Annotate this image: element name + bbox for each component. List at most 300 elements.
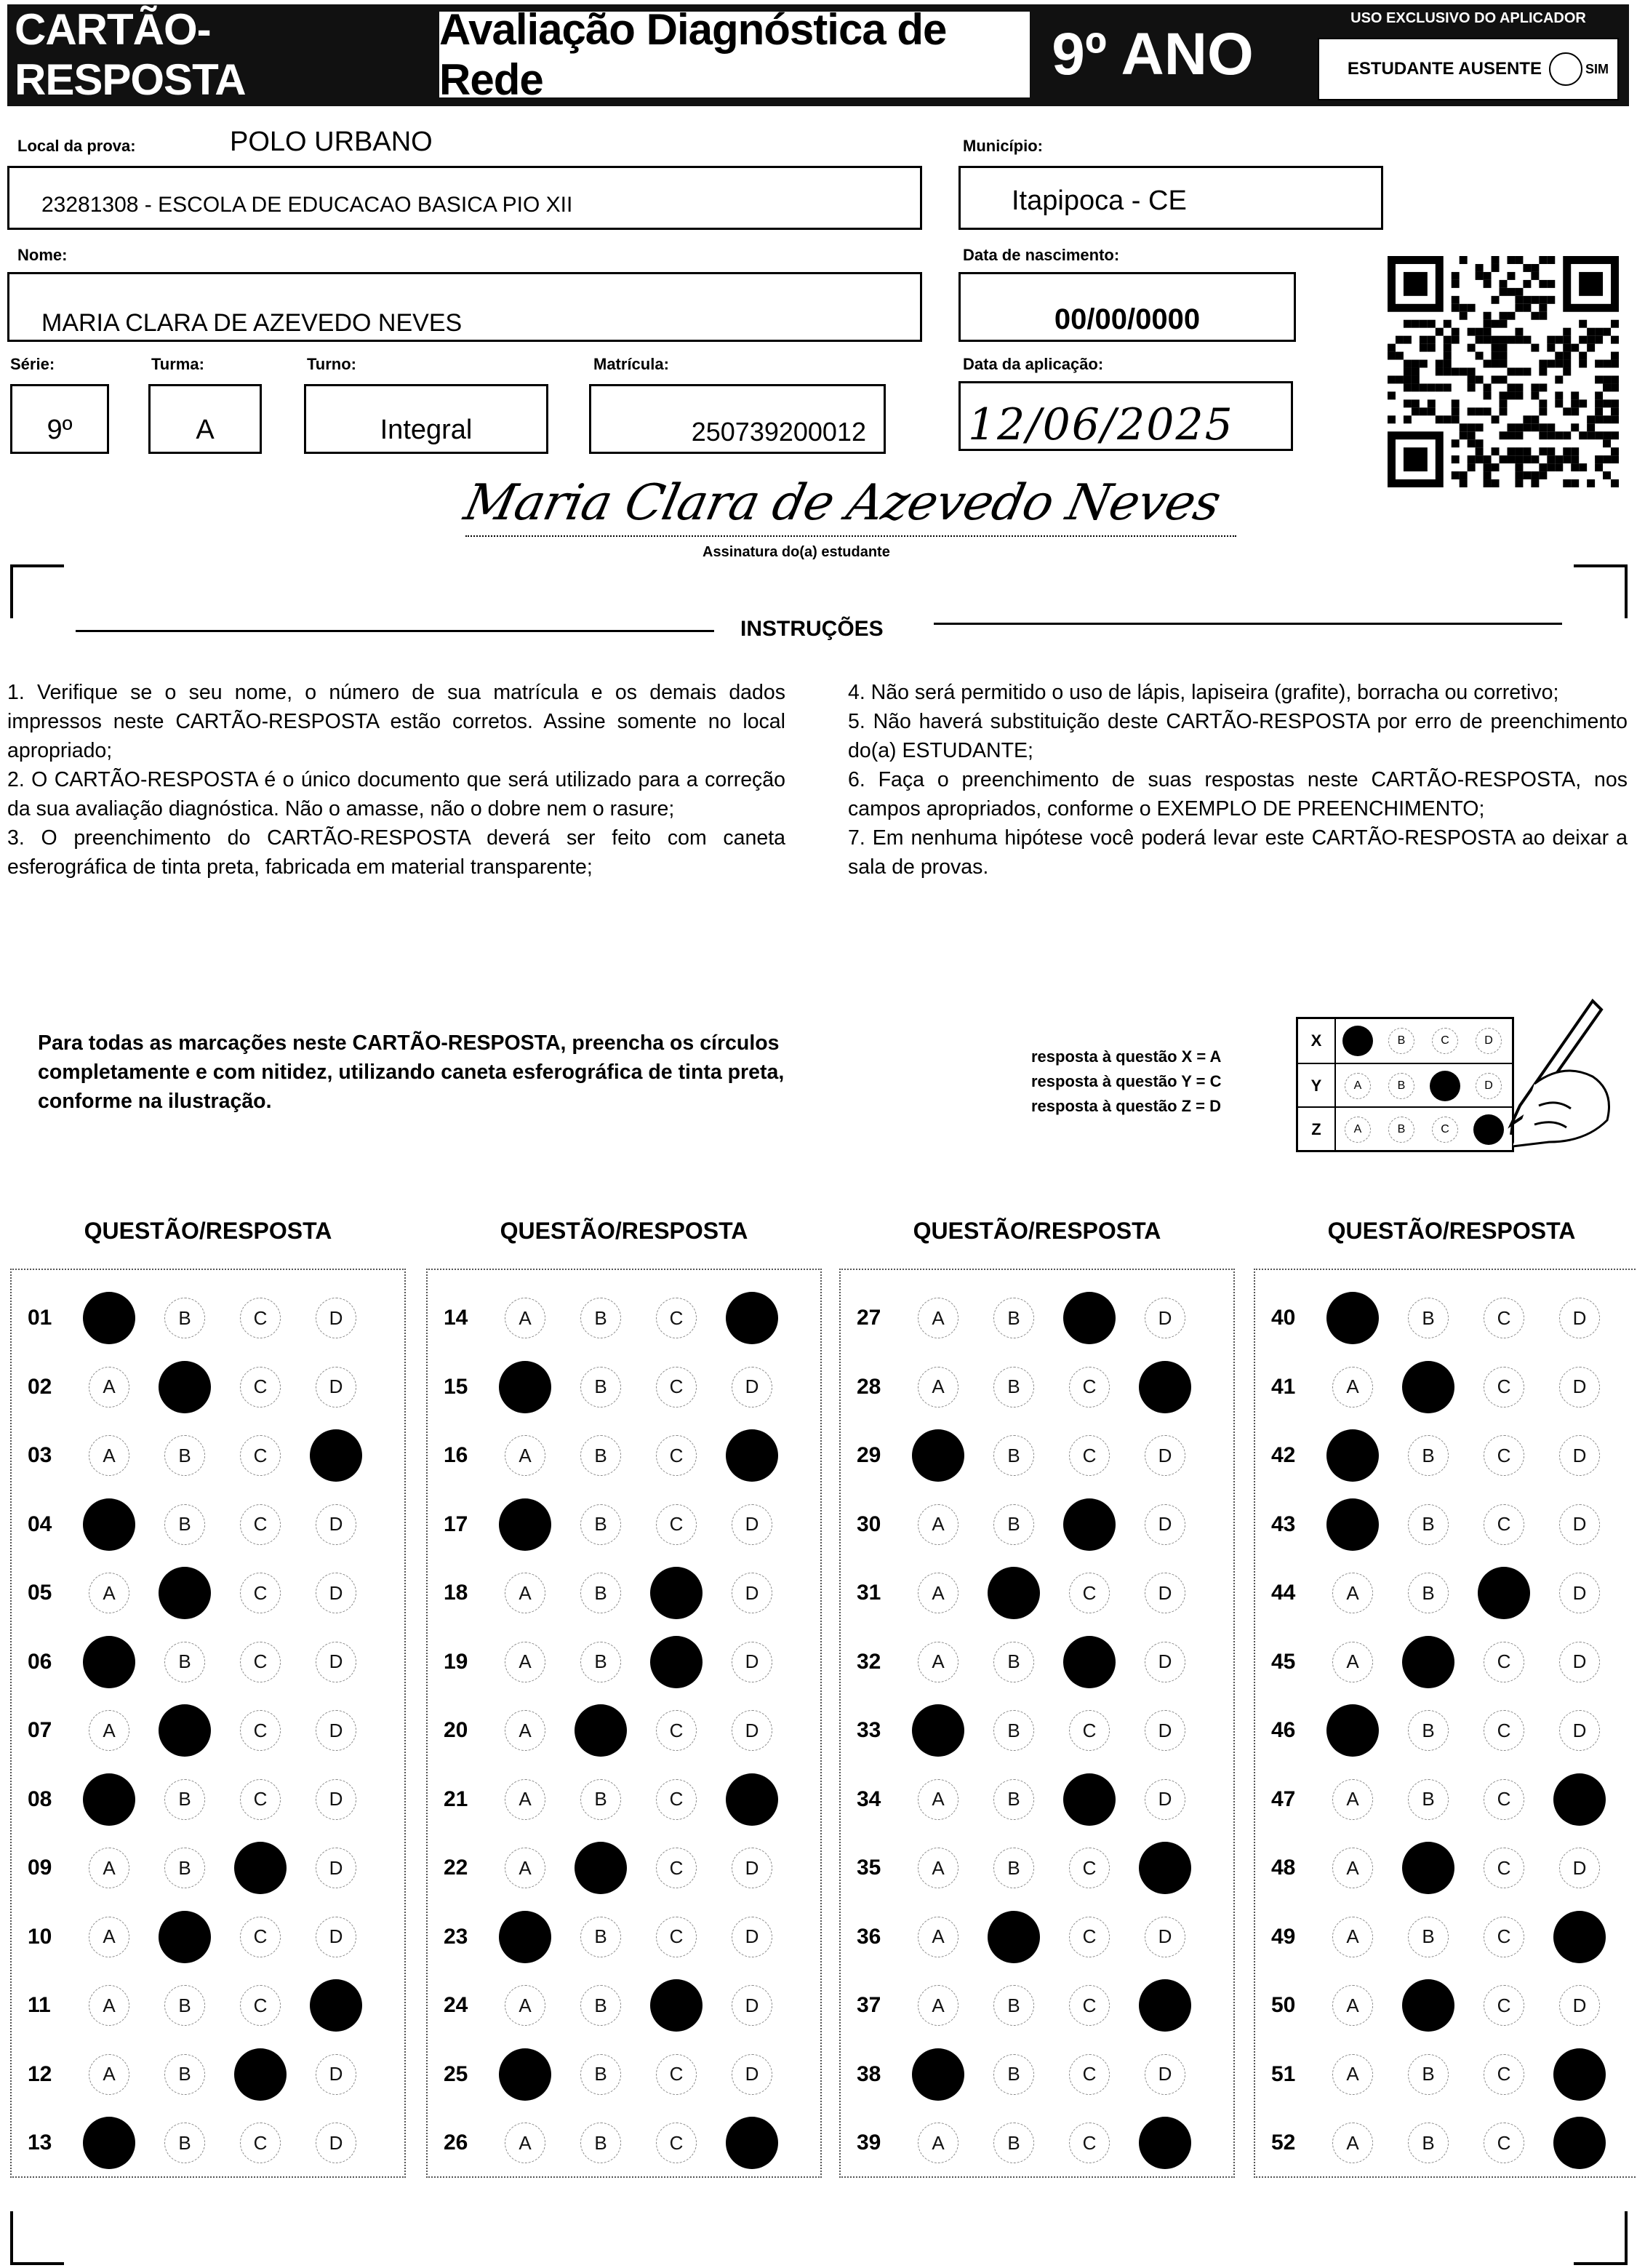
answer-bubble-d[interactable]: D (1559, 1573, 1600, 1613)
serie-label: Série: (10, 355, 55, 373)
answer-bubble-c[interactable]: C (656, 1367, 697, 1407)
answer-row (857, 2117, 1203, 2169)
answer-bubble-a[interactable]: A (89, 1848, 129, 1888)
answer-bubble-c-filled[interactable] (1063, 1498, 1116, 1551)
answer-bubble-d[interactable]: D (1559, 1642, 1600, 1682)
answer-bubble-c[interactable]: C (1484, 1642, 1524, 1682)
nome-field (7, 272, 922, 342)
answer-bubble-a[interactable]: A (918, 1779, 958, 1820)
answer-bubble-d[interactable]: D (732, 1985, 772, 2026)
answer-bubble-a[interactable]: A (89, 2054, 129, 2095)
answer-bubble-a[interactable]: A (1332, 1573, 1373, 1613)
answer-bubble-c-filled[interactable] (1063, 1773, 1116, 1826)
answer-bubble-c-filled[interactable] (650, 1636, 703, 1688)
answer-bubble-c[interactable]: C (1484, 1504, 1524, 1545)
answer-bubble-d[interactable]: D (1145, 1504, 1185, 1545)
answer-bubble-c-filled[interactable] (1063, 1292, 1116, 1344)
answer-bubble-c[interactable]: C (240, 1642, 281, 1682)
answer-row (857, 1842, 1203, 1894)
answer-row (857, 1704, 1203, 1757)
answer-bubble-a-filled[interactable] (912, 1704, 964, 1757)
answer-bubble-c[interactable]: C (656, 1504, 697, 1545)
answer-bubble-a[interactable]: A (505, 1573, 545, 1613)
municipio-label: Município: (963, 137, 1043, 155)
answer-bubble-a[interactable]: A (918, 1367, 958, 1407)
signature: Maria Clara de Azevedo Neves (459, 474, 1225, 532)
answer-row (1271, 1911, 1617, 1963)
answer-bubble-a[interactable]: A (89, 1367, 129, 1407)
answer-bubble-c[interactable]: C (656, 1298, 697, 1338)
answer-bubble-b-filled[interactable] (159, 1911, 211, 1963)
answer-row (1271, 1773, 1617, 1826)
answer-bubble-a[interactable]: A (918, 1504, 958, 1545)
answer-bubble-d[interactable]: D (316, 1573, 356, 1613)
answer-bubble-d[interactable]: D (1145, 2054, 1185, 2095)
answer-bubble-b[interactable]: B (580, 2123, 621, 2163)
answer-bubble-c[interactable]: C (1069, 1710, 1110, 1751)
answer-bubble-b[interactable]: B (580, 1642, 621, 1682)
answer-bubble-c[interactable]: C (240, 1985, 281, 2026)
answer-bubble-b[interactable]: B (1408, 1779, 1449, 1820)
answer-row (28, 1361, 374, 1413)
answer-row (28, 1567, 374, 1619)
answer-bubble-a[interactable]: A (1332, 1779, 1373, 1820)
question-number: 13 (28, 2131, 52, 2155)
nascimento-label: Data de nascimento: (963, 246, 1120, 264)
answer-bubble-c[interactable]: C (240, 1917, 281, 1957)
answer-bubble-b[interactable]: B (993, 1298, 1034, 1338)
answer-bubble-c[interactable]: C (240, 1710, 281, 1751)
answer-bubble-d[interactable]: D (732, 1917, 772, 1957)
answer-bubble-c[interactable]: C (1069, 1367, 1110, 1407)
answer-bubble-a[interactable]: A (918, 1298, 958, 1338)
answer-bubble-a-filled[interactable] (83, 2117, 135, 2169)
answer-bubble-c[interactable]: C (240, 1779, 281, 1820)
question-number: 20 (444, 1718, 468, 1742)
absent-checkbox[interactable] (1549, 52, 1582, 86)
question-number: 33 (857, 1718, 881, 1742)
question-number: 04 (28, 1512, 52, 1536)
answer-bubble-a[interactable]: A (918, 1642, 958, 1682)
answer-row (28, 1429, 374, 1482)
answer-bubble-c[interactable]: C (1484, 1435, 1524, 1476)
answer-bubble-d[interactable]: D (1145, 1779, 1185, 1820)
turno-value: Integral (304, 384, 548, 454)
answer-bubble-b[interactable]: B (1408, 2123, 1449, 2163)
answer-bubble-d-filled[interactable] (1139, 1842, 1191, 1894)
answer-bubble-b-filled[interactable] (159, 1704, 211, 1757)
question-number: 29 (857, 1443, 881, 1467)
instruction-6: 6. Faça o preenchimento de suas respostas neste CARTÃO-RESPOSTA, nos campos apropriados, conforme o EXEMPLO DE PREENCHIMENTO; (848, 768, 1628, 820)
answer-bubble-b-filled[interactable] (575, 1842, 627, 1894)
answer-bubble-b[interactable]: B (1408, 1435, 1449, 1476)
question-number: 35 (857, 1856, 881, 1880)
answer-bubble-a[interactable]: A (1332, 1642, 1373, 1682)
answer-row (444, 1636, 790, 1688)
answer-bubble-c[interactable]: C (1069, 1573, 1110, 1613)
answer-bubble-d-filled[interactable] (1553, 1773, 1606, 1826)
answer-bubble-c[interactable]: C (656, 1779, 697, 1820)
answer-bubble-c[interactable]: C (1484, 1848, 1524, 1888)
answer-row (1271, 2117, 1617, 2169)
municipio-field (958, 166, 1383, 230)
answer-bubble-a[interactable]: A (505, 1779, 545, 1820)
answer-bubble-b[interactable]: B (993, 1710, 1034, 1751)
answer-bubble-a-filled[interactable] (912, 2048, 964, 2101)
answer-bubble-a[interactable]: A (505, 1710, 545, 1751)
answer-bubble-d[interactable]: D (1559, 1367, 1600, 1407)
answer-bubble-b[interactable]: B (580, 1573, 621, 1613)
answer-bubble-c[interactable]: C (1484, 1779, 1524, 1820)
answer-bubble-d-filled[interactable] (726, 2117, 778, 2169)
answer-bubble-d[interactable]: D (316, 1779, 356, 1820)
answer-bubble-d[interactable]: D (316, 1710, 356, 1751)
answer-bubble-a-filled[interactable] (499, 1361, 551, 1413)
answer-row (1271, 1361, 1617, 1413)
answer-column-header: QUESTÃO/RESPOSTA (500, 1218, 748, 1244)
absent-label: ESTUDANTE AUSENTE (1347, 59, 1542, 79)
answer-bubble-b-filled[interactable] (159, 1567, 211, 1619)
answer-bubble-d[interactable]: D (316, 1367, 356, 1407)
answer-bubble-d[interactable]: D (1145, 1710, 1185, 1751)
answer-bubble-b-filled[interactable] (1402, 1361, 1454, 1413)
answer-bubble-c[interactable]: C (1484, 2123, 1524, 2163)
answer-row (444, 1704, 790, 1757)
answer-bubble-d[interactable]: D (732, 1504, 772, 1545)
answer-bubble-b-filled[interactable] (159, 1361, 211, 1413)
answer-bubble-b[interactable]: B (164, 1504, 205, 1545)
answer-bubble-b[interactable]: B (993, 1848, 1034, 1888)
answer-bubble-b[interactable]: B (1408, 1298, 1449, 1338)
answer-bubble-a-filled[interactable] (912, 1429, 964, 1482)
answer-bubble-c[interactable]: C (1069, 1435, 1110, 1476)
answer-column-header: QUESTÃO/RESPOSTA (1327, 1218, 1576, 1244)
answer-bubble-b[interactable]: B (580, 1779, 621, 1820)
answer-bubble-c[interactable]: C (1484, 2054, 1524, 2095)
question-number: 32 (857, 1649, 881, 1674)
answer-bubble-c[interactable]: C (1484, 1298, 1524, 1338)
answer-bubble-b[interactable]: B (164, 1779, 205, 1820)
answer-bubble-a[interactable]: A (918, 1848, 958, 1888)
answer-bubble-d-filled[interactable] (726, 1429, 778, 1482)
question-number: 39 (857, 2131, 881, 2155)
answer-row (28, 1704, 374, 1757)
answer-row (444, 1361, 790, 1413)
turma-value: A (148, 384, 262, 454)
answer-bubble-b-filled[interactable] (1402, 1842, 1454, 1894)
answer-bubble-b-filled[interactable] (988, 1567, 1040, 1619)
answer-bubble-b-filled[interactable] (1402, 1636, 1454, 1688)
answer-bubble-b[interactable]: B (164, 1848, 205, 1888)
answer-bubble-b[interactable]: B (164, 1642, 205, 1682)
answer-row (1271, 1292, 1617, 1344)
answer-bubble-d[interactable]: D (732, 2054, 772, 2095)
answer-bubble-d[interactable]: D (316, 1848, 356, 1888)
answer-bubble-d-filled[interactable] (310, 1979, 362, 2032)
matricula-label: Matrícula: (593, 355, 669, 373)
answer-bubble-b-filled[interactable] (1402, 1979, 1454, 2032)
answer-row (444, 2048, 790, 2101)
answer-bubble-b[interactable]: B (580, 1435, 621, 1476)
local-label: Local da prova: (17, 137, 136, 155)
answer-bubble-b[interactable]: B (1408, 1573, 1449, 1613)
answer-bubble-a[interactable]: A (1332, 1985, 1373, 2026)
question-number: 24 (444, 1993, 468, 2017)
answer-bubble-d[interactable]: D (316, 2054, 356, 2095)
answer-bubble-c[interactable]: C (240, 1573, 281, 1613)
answer-bubble-a-filled[interactable] (499, 1498, 551, 1551)
instruction-4: 4. Não será permitido o uso de lápis, lapiseira (grafite), borracha ou corretivo; (848, 681, 1559, 704)
answer-bubble-a[interactable]: A (1332, 2123, 1373, 2163)
answer-bubble-c[interactable]: C (656, 1917, 697, 1957)
answer-bubble-c[interactable]: C (240, 1298, 281, 1338)
answer-bubble-a[interactable]: A (505, 1435, 545, 1476)
answer-bubble-d[interactable]: D (1145, 1435, 1185, 1476)
answer-bubble-b[interactable]: B (993, 1367, 1034, 1407)
question-number: 52 (1271, 2131, 1296, 2155)
answer-bubble-d[interactable]: D (1559, 1504, 1600, 1545)
instruction-3: 3. O preenchimento do CARTÃO-RESPOSTA deverá ser feito com caneta esferográfica de tinta preta, fabricada em material transparente; (7, 826, 785, 879)
question-number: 10 (28, 1924, 52, 1949)
answer-bubble-a[interactable]: A (505, 1642, 545, 1682)
answer-bubble-d-filled[interactable] (1139, 1979, 1191, 2032)
answer-bubble-c[interactable]: C (1484, 1985, 1524, 2026)
question-number: 14 (444, 1306, 468, 1330)
answer-column-header: QUESTÃO/RESPOSTA (913, 1218, 1161, 1244)
answer-bubble-b[interactable]: B (164, 2123, 205, 2163)
answer-bubble-b[interactable]: B (580, 1985, 621, 2026)
answer-bubble-c[interactable]: C (1484, 1367, 1524, 1407)
question-number: 47 (1271, 1786, 1296, 1811)
question-number: 07 (28, 1718, 52, 1742)
answer-bubble-c-filled[interactable] (1478, 1567, 1530, 1619)
answer-bubble-a[interactable]: A (918, 1917, 958, 1957)
question-number: 06 (28, 1649, 52, 1674)
answer-row (28, 1498, 374, 1551)
answer-bubble-c[interactable]: C (240, 1367, 281, 1407)
answer-bubble-c[interactable]: C (240, 1435, 281, 1476)
answer-bubble-c-filled[interactable] (650, 1979, 703, 2032)
answer-row (444, 1292, 790, 1344)
answer-bubble-a[interactable]: A (89, 1573, 129, 1613)
answer-bubble-b[interactable]: B (580, 2054, 621, 2095)
question-number: 49 (1271, 1924, 1296, 1949)
answer-bubble-c[interactable]: C (1484, 1710, 1524, 1751)
answer-bubble-b[interactable]: B (580, 1367, 621, 1407)
answer-bubble-d[interactable]: D (1559, 1435, 1600, 1476)
answer-bubble-d[interactable]: D (1559, 1985, 1600, 2026)
answer-bubble-a-filled[interactable] (1326, 1429, 1379, 1482)
answer-bubble-b[interactable]: B (1408, 1710, 1449, 1751)
answer-bubble-d[interactable]: D (1559, 1848, 1600, 1888)
answer-bubble-b-filled[interactable] (575, 1704, 627, 1757)
answer-bubble-b[interactable]: B (580, 1504, 621, 1545)
answer-bubble-d-filled[interactable] (726, 1773, 778, 1826)
answer-bubble-d-filled[interactable] (1139, 1361, 1191, 1413)
answer-bubble-d[interactable]: D (732, 1367, 772, 1407)
turno-label: Turno: (307, 355, 357, 373)
answer-bubble-c[interactable]: C (656, 1710, 697, 1751)
answer-bubble-b-filled[interactable] (988, 1911, 1040, 1963)
answer-bubble-d-filled[interactable] (310, 1429, 362, 1482)
example-bubble: D (1467, 1028, 1510, 1054)
answer-bubble-d[interactable]: D (732, 1848, 772, 1888)
answer-bubble-d[interactable]: D (1145, 1573, 1185, 1613)
answer-bubble-c[interactable]: C (656, 1435, 697, 1476)
answer-bubble-c[interactable]: C (1069, 2054, 1110, 2095)
answer-bubble-d[interactable]: D (1145, 1298, 1185, 1338)
answer-bubble-a-filled[interactable] (83, 1292, 135, 1344)
answer-bubble-b[interactable]: B (1408, 1917, 1449, 1957)
answer-bubble-c[interactable]: C (1069, 2123, 1110, 2163)
answer-bubble-a[interactable]: A (89, 1917, 129, 1957)
answer-row (28, 1911, 374, 1963)
answer-bubble-c-filled[interactable] (234, 2048, 287, 2101)
answer-bubble-a[interactable]: A (1332, 1917, 1373, 1957)
question-number: 38 (857, 2061, 881, 2086)
answer-bubble-d[interactable]: D (316, 2123, 356, 2163)
instructions-title: INSTRUÇÕES (740, 617, 884, 641)
answer-bubble-b[interactable]: B (993, 2123, 1034, 2163)
answer-bubble-c[interactable]: C (1069, 1848, 1110, 1888)
municipio-value: Itapipoca - CE (1012, 185, 1187, 216)
answer-bubble-a[interactable]: A (1332, 1848, 1373, 1888)
answer-bubble-a[interactable]: A (89, 1435, 129, 1476)
example-legend (1031, 1045, 1221, 1119)
question-number: 31 (857, 1581, 881, 1605)
answer-bubble-b[interactable]: B (993, 1504, 1034, 1545)
answer-bubble-a[interactable]: A (505, 1848, 545, 1888)
answer-bubble-d[interactable]: D (316, 1504, 356, 1545)
answer-bubble-b[interactable]: B (993, 1779, 1034, 1820)
answer-bubble-b[interactable]: B (993, 1435, 1034, 1476)
answer-bubble-d[interactable]: D (1145, 1642, 1185, 1682)
answer-bubble-a[interactable]: A (1332, 1367, 1373, 1407)
answer-bubble-b[interactable]: B (164, 1985, 205, 2026)
fill-note: Para todas as marcações neste CARTÃO-RESPOSTA, preencha os círculos completamente e com nitidez, utilizando caneta esferográfica de tinta preta, conforme na ilustração. (38, 1031, 785, 1113)
answer-bubble-b[interactable]: B (993, 1642, 1034, 1682)
answer-bubble-a[interactable]: A (89, 1985, 129, 2026)
example-bubble: A (1336, 1117, 1380, 1143)
answer-bubble-b[interactable]: B (1408, 2054, 1449, 2095)
answer-bubble-c[interactable]: C (656, 1848, 697, 1888)
answer-bubble-b[interactable]: B (993, 1985, 1034, 2026)
answer-bubble-c[interactable]: C (240, 1504, 281, 1545)
answer-bubble-c-filled[interactable] (1063, 1636, 1116, 1688)
answer-bubble-a-filled[interactable] (499, 1911, 551, 1963)
answer-bubble-b[interactable]: B (580, 1298, 621, 1338)
answer-bubble-b[interactable]: B (580, 1917, 621, 1957)
answer-row (28, 1636, 374, 1688)
question-number: 18 (444, 1581, 468, 1605)
answer-bubble-b[interactable]: B (993, 2054, 1034, 2095)
answer-bubble-a-filled[interactable] (83, 1773, 135, 1826)
serie-value: 9º (10, 384, 109, 454)
answer-bubble-d[interactable]: D (1559, 1298, 1600, 1338)
answer-bubble-a[interactable]: A (918, 1985, 958, 2026)
answer-bubble-d[interactable]: D (732, 1710, 772, 1751)
answer-bubble-a[interactable]: A (89, 1710, 129, 1751)
answer-bubble-c-filled[interactable] (234, 1842, 287, 1894)
answer-bubble-c-filled[interactable] (650, 1567, 703, 1619)
question-number: 51 (1271, 2061, 1296, 2086)
matricula-value: 250739200012 (691, 417, 866, 447)
answer-bubble-a-filled[interactable] (83, 1498, 135, 1551)
answer-bubble-a[interactable]: A (918, 1573, 958, 1613)
answer-bubble-d-filled[interactable] (1553, 1911, 1606, 1963)
instruction-2: 2. O CARTÃO-RESPOSTA é o único documento que será utilizado para a correção da sua avaliação diagnóstica. Não o amasse, não o dobre nem o rasure; (7, 768, 785, 820)
answer-bubble-a-filled[interactable] (1326, 1498, 1379, 1551)
answer-bubble-b[interactable]: B (164, 1435, 205, 1476)
answer-bubble-a-filled[interactable] (83, 1636, 135, 1688)
answer-bubble-c[interactable]: C (656, 2054, 697, 2095)
frame-corner-bottom-left (10, 2211, 64, 2265)
answer-bubble-d-filled[interactable] (1553, 2048, 1606, 2101)
answer-column-header: QUESTÃO/RESPOSTA (84, 1218, 332, 1244)
assessment-title: Avaliação Diagnóstica de Rede (439, 12, 1030, 97)
qr-code (1388, 256, 1619, 487)
answer-bubble-b[interactable]: B (164, 2054, 205, 2095)
grade-year: 9º ANO (1052, 21, 1254, 87)
answer-bubble-a[interactable]: A (918, 2123, 958, 2163)
answer-bubble-d-filled[interactable] (726, 1292, 778, 1344)
answer-bubble-d-filled[interactable] (1139, 2117, 1191, 2169)
answer-bubble-a-filled[interactable] (1326, 1704, 1379, 1757)
answer-bubble-a-filled[interactable] (1326, 1292, 1379, 1344)
answer-row (857, 1429, 1203, 1482)
answer-bubble-c[interactable]: C (1484, 1917, 1524, 1957)
instruction-7: 7. Em nenhuma hipótese você poderá levar este CARTÃO-RESPOSTA ao deixar a sala de provas. (848, 826, 1628, 879)
answer-bubble-a[interactable]: A (505, 1985, 545, 2026)
answer-bubble-c[interactable]: C (1069, 1917, 1110, 1957)
answer-bubble-d-filled[interactable] (1553, 2117, 1606, 2169)
answer-bubble-a-filled[interactable] (499, 2048, 551, 2101)
answer-bubble-d[interactable]: D (1559, 1710, 1600, 1751)
answer-bubble-c[interactable]: C (656, 2123, 697, 2163)
answer-bubble-b[interactable]: B (1408, 1504, 1449, 1545)
answer-bubble-d[interactable]: D (732, 1642, 772, 1682)
answer-row (857, 1292, 1203, 1344)
answer-bubble-b[interactable]: B (164, 1298, 205, 1338)
answer-bubble-d[interactable]: D (316, 1917, 356, 1957)
question-number: 36 (857, 1924, 881, 1949)
answer-row (444, 2117, 790, 2169)
example-bubble: A (1336, 1073, 1380, 1099)
answer-bubble-d[interactable]: D (1145, 1917, 1185, 1957)
answer-bubble-c[interactable]: C (240, 2123, 281, 2163)
answer-bubble-c[interactable]: C (1069, 1985, 1110, 2026)
signature-line (465, 535, 1236, 537)
answer-row (1271, 1498, 1617, 1551)
answer-row (444, 1498, 790, 1551)
answer-bubble-a[interactable]: A (1332, 2054, 1373, 2095)
question-number: 08 (28, 1786, 52, 1811)
answer-bubble-d[interactable]: D (316, 1642, 356, 1682)
question-number: 40 (1271, 1306, 1296, 1330)
pen-hand-icon (1469, 997, 1614, 1157)
question-number: 43 (1271, 1512, 1296, 1536)
answer-bubble-a[interactable]: A (505, 2123, 545, 2163)
turma-label: Turma: (151, 355, 204, 373)
answer-row (857, 1361, 1203, 1413)
nascimento-value: 00/00/0000 (1054, 303, 1201, 335)
absent-box (1318, 38, 1619, 100)
answer-bubble-d[interactable]: D (316, 1298, 356, 1338)
answer-bubble-d[interactable]: D (732, 1573, 772, 1613)
frame-corner-top-left (10, 564, 64, 618)
answer-bubble-a[interactable]: A (505, 1298, 545, 1338)
instruction-1: 1. Verifique se o seu nome, o número de sua matrícula e os demais dados impressos neste CARTÃO-RESPOSTA estão corretos. Assine somente no local apropriado; (7, 681, 785, 762)
